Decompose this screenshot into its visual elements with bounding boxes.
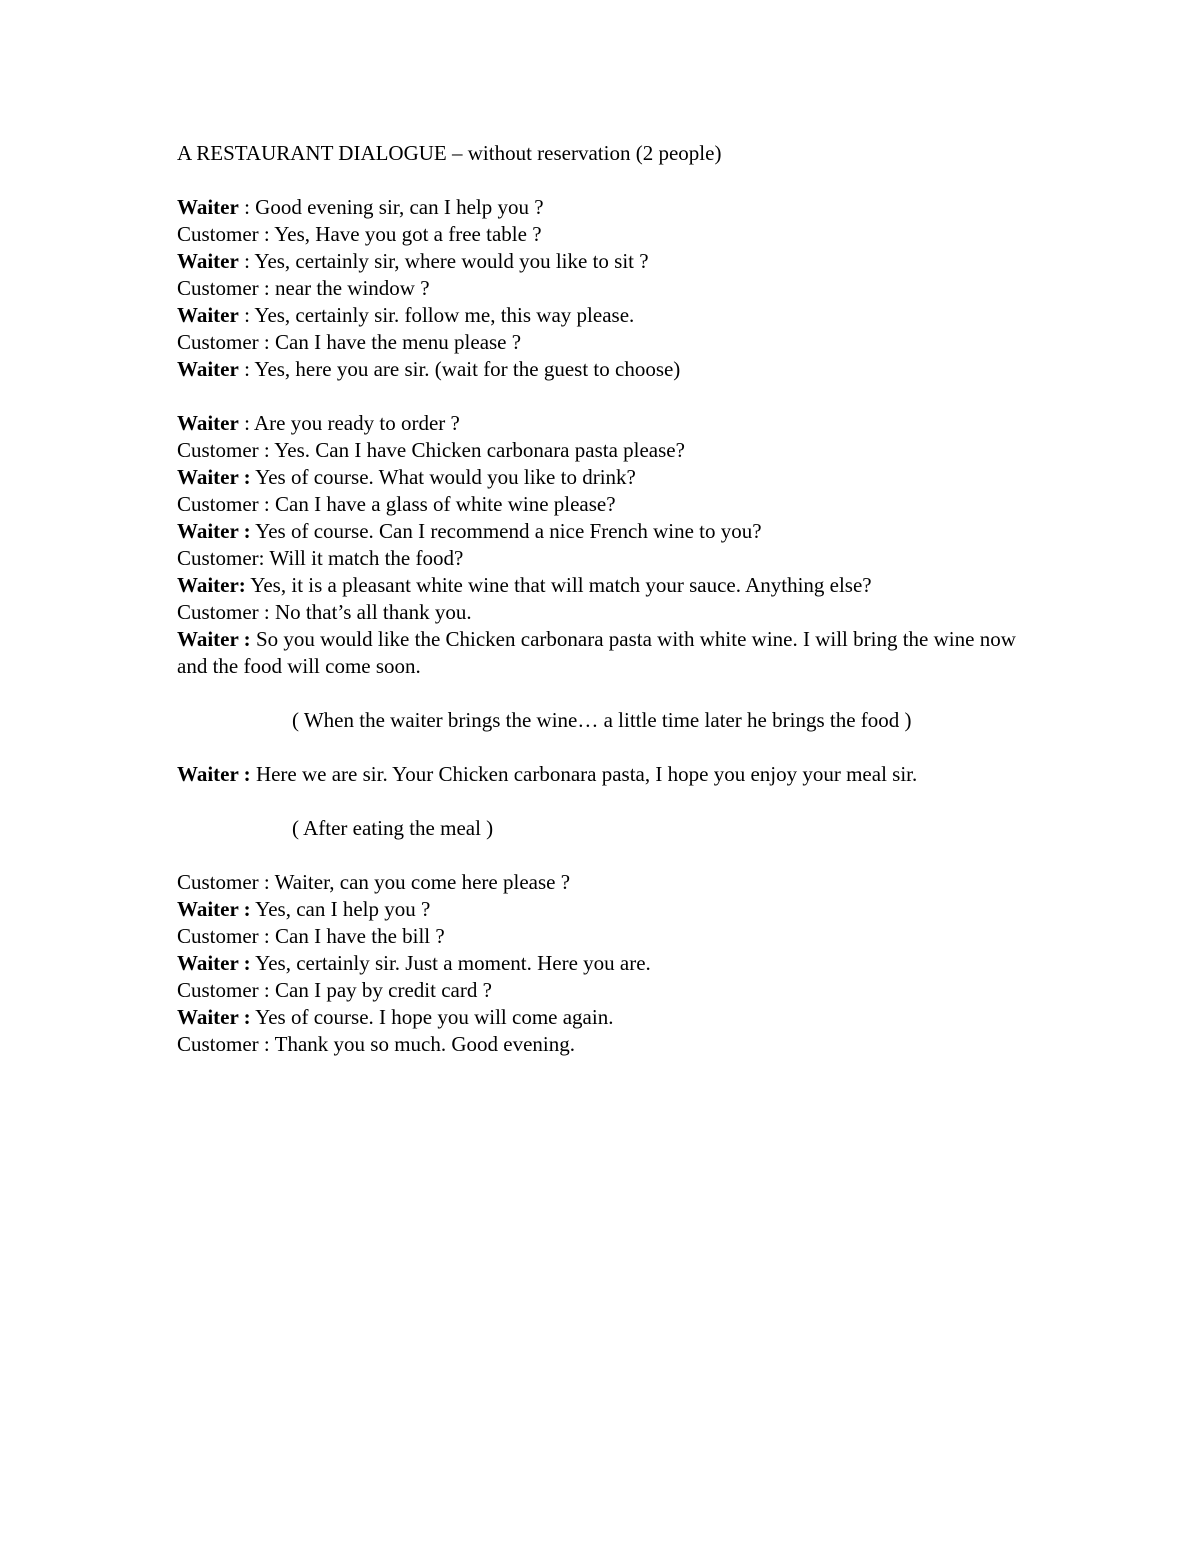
utterance: Thank you so much. Good evening. [274,1032,576,1056]
dialogue-line: Waiter : Good evening sir, can I help you ? [177,195,544,219]
utterance: Good evening sir, can I help you ? [255,195,544,219]
utterance: Can I have the menu please ? [275,330,522,354]
dialogue-line: Customer : No that’s all thank you. [177,600,472,624]
speaker: Customer: [177,546,265,570]
utterance: Waiter, can you come here please ? [274,870,571,894]
stage-direction: ( After eating the meal ) [292,816,494,840]
speaker: Customer [177,870,259,894]
speaker: Waiter [177,303,239,327]
speaker: Waiter : [177,627,251,651]
speaker: Waiter : [177,1005,251,1029]
utterance: near the window ? [275,276,430,300]
document-page [177,140,1077,1058]
dialogue-line: Customer : Yes, Have you got a free table ? [177,222,542,246]
dialogue-line [177,761,1077,788]
speaker: Customer [177,1032,259,1056]
speaker: Waiter : [177,951,251,975]
utterance: Will it match the food? [269,546,464,570]
dialogue-line [177,518,1077,545]
dialogue-line: Waiter : Yes, certainly sir, where would you like to sit ? [177,249,649,273]
speaker: Waiter : [177,762,251,786]
utterance: Yes, certainly sir. Just a moment. Here you are. [255,951,651,975]
speaker: Waiter [177,357,239,381]
dialogue-line [177,626,1037,680]
spacer [177,842,1077,869]
spacer [177,167,1077,194]
dialogue-line [177,572,1077,599]
dialogue-line [177,896,1077,923]
spacer [177,680,1077,707]
dialogue-line: Customer : Can I have the menu please ? [177,330,522,354]
dialogue-line [177,464,1077,491]
speaker: Waiter [177,195,239,219]
dialogue-line: Customer : Can I have a glass of white wine please? [177,492,616,516]
speaker: Waiter : [177,897,251,921]
dialogue-line [177,545,1077,572]
speaker: Customer [177,924,259,948]
speaker: Customer [177,600,259,624]
utterance: Yes of course. What would you like to drink? [255,465,636,489]
utterance: Can I have a glass of white wine please? [275,492,616,516]
utterance: Here we are sir. Your Chicken carbonara pasta, I hope you enjoy your meal sir. [255,762,918,786]
dialogue-section-2 [177,410,1077,680]
dialogue-line: Customer : Can I pay by credit card ? [177,978,492,1002]
utterance: Can I pay by credit card ? [275,978,492,1002]
document-title: A RESTAURANT DIALOGUE – without reservation (2 people) [177,141,722,165]
dialogue-line: Waiter : Yes, here you are sir. (wait for the guest to choose) [177,357,681,381]
spacer [177,383,1077,410]
utterance: Yes, here you are sir. (wait for the guest to choose) [254,357,681,381]
utterance: Are you ready to order ? [254,411,460,435]
stage-direction: ( When the waiter brings the wine… a little time later he brings the food ) [292,708,912,732]
utterance: Yes of course. I hope you will come again. [255,1005,614,1029]
speaker: Customer [177,492,259,516]
utterance: No that’s all thank you. [275,600,472,624]
speaker: Customer [177,330,259,354]
utterance: Yes, Have you got a free table ? [274,222,542,246]
utterance: Yes. Can I have Chicken carbonara pasta please? [274,438,685,462]
dialogue-line: Customer : Yes. Can I have Chicken carbonara pasta please? [177,438,685,462]
speaker: Customer [177,438,259,462]
dialogue-section-3 [177,761,1077,788]
dialogue-line: Waiter : Are you ready to order ? [177,411,460,435]
speaker: Waiter : [177,519,251,543]
speaker: Waiter : [177,465,251,489]
utterance: Can I have the bill ? [275,924,445,948]
speaker: Customer [177,978,259,1002]
speaker: Waiter [177,249,239,273]
utterance: So you would like the Chicken carbonara pasta with white wine. I will bring the wine now and the food will come soon. [177,627,1016,678]
spacer [177,734,1077,761]
utterance: Yes, can I help you ? [255,897,431,921]
dialogue-line: Customer : Waiter, can you come here please ? [177,870,571,894]
dialogue-section-4 [177,869,1077,1058]
spacer [177,788,1077,815]
dialogue-line [177,1004,1077,1031]
dialogue-line [177,950,1077,977]
dialogue-line: Customer : near the window ? [177,276,430,300]
utterance: Yes, it is a pleasant white wine that will match your sauce. Anything else? [250,573,872,597]
utterance: Yes, certainly sir, where would you like to sit ? [254,249,649,273]
speaker: Customer [177,222,259,246]
dialogue-line: Customer : Thank you so much. Good evening. [177,1032,576,1056]
speaker: Waiter: [177,573,246,597]
speaker: Waiter [177,411,239,435]
dialogue-section-1 [177,194,1077,383]
utterance: Yes, certainly sir. follow me, this way please. [254,303,635,327]
dialogue-line: Waiter : Yes, certainly sir. follow me, this way please. [177,303,635,327]
dialogue-line: Customer : Can I have the bill ? [177,924,445,948]
utterance: Yes of course. Can I recommend a nice French wine to you? [255,519,762,543]
speaker: Customer [177,276,259,300]
